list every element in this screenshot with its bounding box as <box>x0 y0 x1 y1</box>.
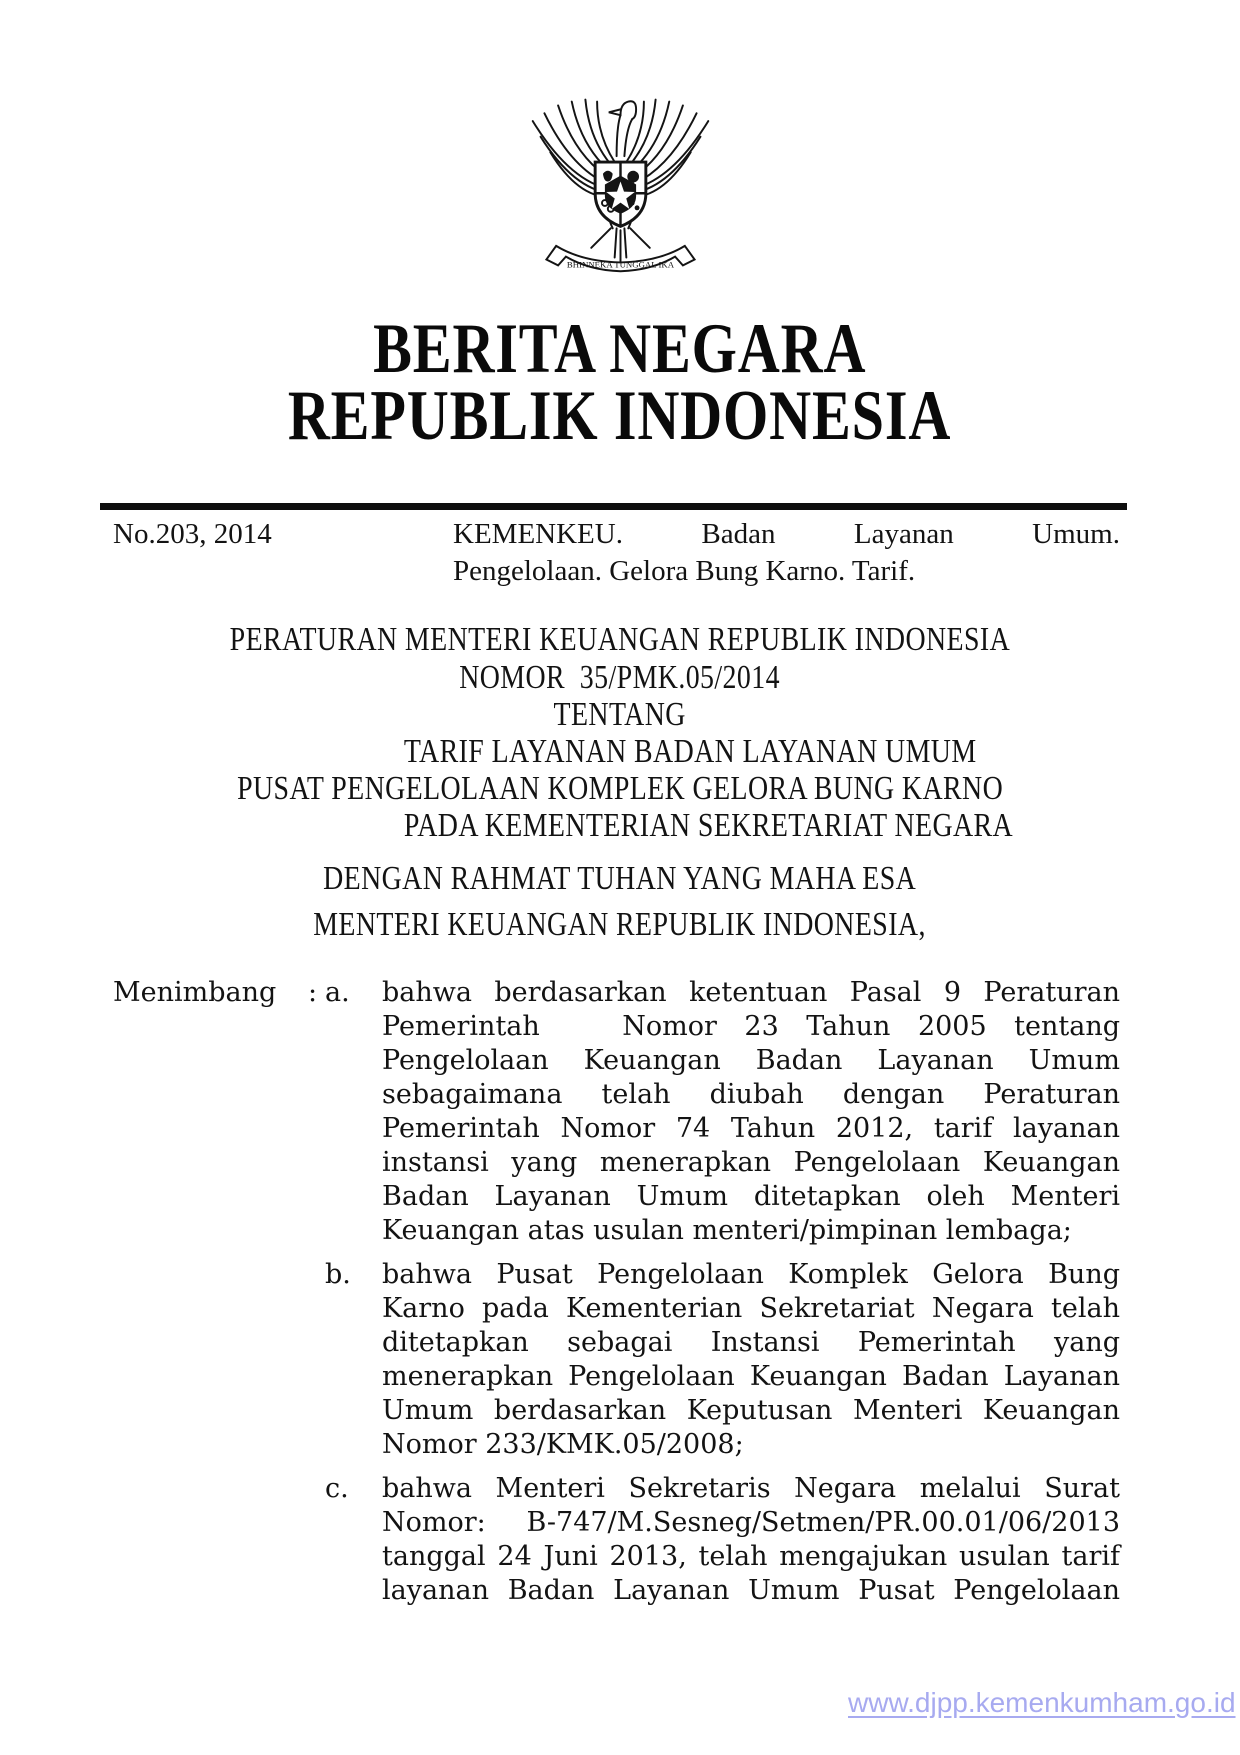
heading-tarif: TARIF LAYANAN BADAN LAYANAN UMUM <box>403 733 977 770</box>
footer-url-link[interactable]: www.djpp.kemenkumham.go.id <box>848 1687 1236 1718</box>
heading-tentang: TENTANG <box>553 696 687 733</box>
item-marker: c. <box>325 1473 349 1504</box>
subject-line1: KEMENKEU. Badan Layanan Umum. <box>453 518 1120 550</box>
paragraph-line: menerapkan Pengelolaan Keuangan Badan Layanan <box>382 1361 1120 1392</box>
masthead-line1-text: BERITA NEGARA <box>373 310 867 388</box>
item-marker: b. <box>325 1259 351 1290</box>
menimbang-label: Menimbang <box>113 977 277 1008</box>
paragraph-line: Karno pada Kementerian Sekretariat Negara telah <box>382 1293 1120 1324</box>
menimbang-item-b <box>113 1258 1120 1462</box>
menimbang-item-a <box>113 976 1120 1248</box>
masthead <box>0 310 1240 455</box>
heading-nomor: NOMOR 35/PMK.05/2014 <box>459 659 781 696</box>
garuda-pancasila-icon <box>523 80 718 285</box>
paragraph-line: bahwa Pusat Pengelolaan Komplek Gelora Bung <box>382 1259 1120 1290</box>
masthead-rule <box>100 503 1127 510</box>
paragraph-line: ditetapkan sebagai Instansi Pemerintah yang <box>382 1327 1120 1358</box>
paragraph-line: layanan Badan Layanan Umum Pusat Pengelolaan <box>382 1575 1120 1606</box>
menimbang-items <box>113 976 1120 1608</box>
footer <box>848 1687 1236 1719</box>
heading-pusat: PUSAT PENGELOLAAN KOMPLEK GELORA BUNG KARNO <box>236 770 1004 807</box>
preamble-menteri: MENTERI KEUANGAN REPUBLIK INDONESIA, <box>313 906 927 943</box>
heading-peraturan: PERATURAN MENTERI KEUANGAN REPUBLIK INDONESIA <box>229 621 1011 658</box>
paragraph-line: Pengelolaan Keuangan Badan Layanan Umum <box>382 1045 1120 1076</box>
garuda-emblem <box>523 80 718 285</box>
menimbang-section <box>113 976 1120 1608</box>
paragraph-line: Umum berdasarkan Keputusan Menteri Keuangan <box>382 1395 1120 1426</box>
subject-line2: Pengelolaan. Gelora Bung Karno. Tarif. <box>453 555 916 587</box>
emblem-motto: BHINNEKA TUNGGAL IKA <box>566 259 675 270</box>
paragraph-line: Nomor: B-747/M.Sesneg/Setmen/PR.00.01/06/2013 <box>382 1507 1120 1538</box>
issue-number: No.203, 2014 <box>113 518 272 550</box>
paragraph-line: Badan Layanan Umum ditetapkan oleh Menteri <box>382 1181 1120 1212</box>
menimbang-colon: : <box>308 977 318 1008</box>
menimbang-item-c <box>113 1472 1120 1608</box>
paragraph-line: instansi yang menerapkan Pengelolaan Keuangan <box>382 1147 1120 1178</box>
paragraph-line: Keuangan atas usulan menteri/pimpinan lembaga; <box>382 1215 1072 1246</box>
paragraph-line: tanggal 24 Juni 2013, telah mengajukan usulan tarif <box>382 1541 1120 1572</box>
masthead-line2 <box>0 377 1240 455</box>
preamble-rahmat: DENGAN RAHMAT TUHAN YANG MAHA ESA <box>323 860 917 897</box>
heading-pada: PADA KEMENTERIAN SEKRETARIAT NEGARA <box>403 807 1013 844</box>
paragraph-line: sebagaimana telah diubah dengan Peraturan <box>382 1079 1120 1110</box>
paragraph-line: Nomor 233/KMK.05/2008; <box>382 1429 744 1460</box>
item-marker: a. <box>325 977 350 1008</box>
subject-block <box>453 516 1120 590</box>
paragraph-line: Pemerintah Nomor 23 Tahun 2005 tentang <box>382 1011 1120 1042</box>
paragraph-line: Pemerintah Nomor 74 Tahun 2012, tarif layanan <box>382 1113 1120 1144</box>
masthead-line2-text: REPUBLIK INDONESIA <box>288 377 952 455</box>
paragraph-line: bahwa berdasarkan ketentuan Pasal 9 Peraturan <box>382 977 1120 1008</box>
paragraph-line: bahwa Menteri Sekretaris Negara melalui Surat <box>382 1473 1120 1504</box>
masthead-line1 <box>0 310 1240 388</box>
